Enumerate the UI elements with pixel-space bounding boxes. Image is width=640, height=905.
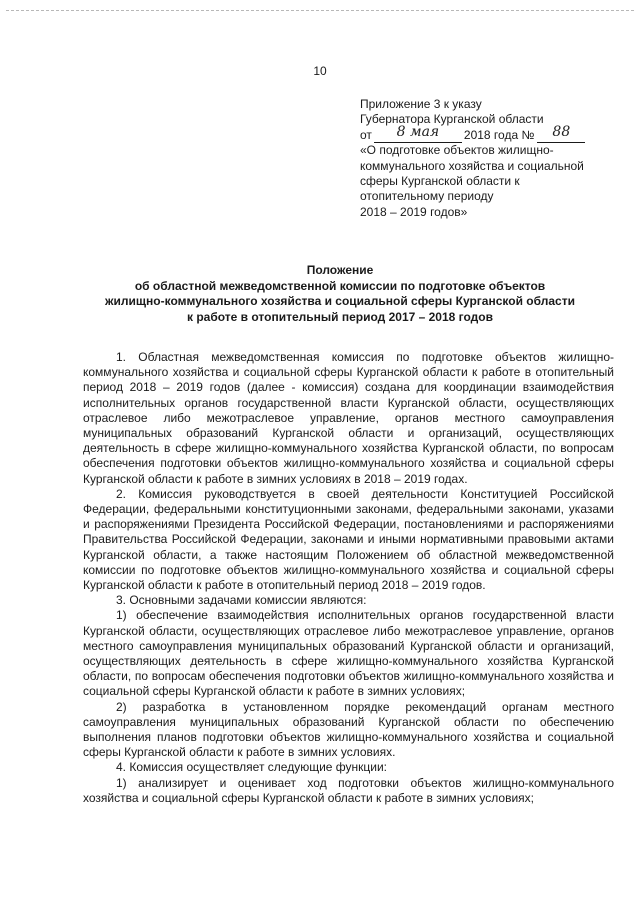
date-suffix: 2018 года № xyxy=(463,127,535,142)
paragraph: 1) обеспечение взаимодействия исполнительных органов государственной власти Курганской области, осуществляющих отраслевое либо межотраслевое управление, органов местного самоуправления муниципальных образований Курганской области и организаций, осуществляющих деятельность в сфере жилищно-коммунального хозяйства Курганской области, по вопросам обеспечения подготовки объектов жилищно-коммунального хозяйства и социальной сферы Курганской области к работе в зимних условиях; xyxy=(83,608,614,699)
appendix-line-2: Губернатора Курганской области xyxy=(360,112,544,127)
handwritten-date: 8 мая xyxy=(374,128,462,143)
paragraph: 3. Основными задачами комиссии являются: xyxy=(116,593,367,608)
document-title xyxy=(60,263,620,325)
title-line: к работе в отопительный период 2017 – 2018 годов xyxy=(187,309,493,324)
paragraph: 1) анализирует и оценивает ход подготовки объектов жилищно-коммунального хозяйства и социальной сферы Курганской области к работе в зимних условиях; xyxy=(83,775,614,805)
appendix-block xyxy=(360,97,620,220)
appendix-title-line: «О подготовке объектов жилищно- xyxy=(360,143,554,158)
appendix-title-line: 2018 – 2019 годов» xyxy=(360,204,468,219)
paragraph: 4. Комиссия осуществляет следующие функции: xyxy=(116,760,388,775)
date-prefix: от xyxy=(360,127,372,142)
paragraph: 2. Комиссия руководствуется в своей деятельности Конституцией Российской Федерации, федеральными конституционными законами, федеральными законами, указами и распоряжениями Президента Российской Федерации, постановлениями и распоряжениями Правительства Российской Федерации, законами и иными нормативными правовыми актами Курганской области, а также настоящим Положением об областной межведомственной комиссии по подготовке объектов жилищно-коммунального хозяйства и социальной сферы Курганской области к работе в отопительный период 2018 – 2019 годов. xyxy=(83,486,614,593)
title-line: жилищно-коммунального хозяйства и социальной сферы Курганской области xyxy=(105,294,575,309)
scan-top-edge xyxy=(6,10,634,11)
title-heading: Положение xyxy=(306,263,374,277)
handwritten-number: 88 xyxy=(537,128,585,143)
appendix-line-1: Приложение 3 к указу xyxy=(360,97,482,111)
title-line: об областной межведомственной комиссии по подготовке объектов xyxy=(134,278,546,293)
page-number: 10 xyxy=(313,64,327,78)
paragraph: 1. Областная межведомственная комиссия по подготовке объектов жилищно-коммунального хозяйства и социальной сферы Курганской области к работе в отопительный период 2018 – 2019 годов (далее - комиссия) создана для координации взаимодействия исполнительных органов государственной власти Курганской области, осуществляющих отраслевое либо межотраслевое управление, органов местного самоуправления муниципальных образований Курганской области и организаций, осуществляющих деятельность в сфере жилищно-коммунального хозяйства Курганской области, по вопросам обеспечения подготовки объектов жилищно-коммунального хозяйства и социальной сферы Курганской области к работе в зимних условиях в 2018 – 2019 годах. xyxy=(83,350,614,486)
document-body xyxy=(83,350,614,806)
appendix-title-line: коммунального хозяйства и социальной xyxy=(360,158,584,173)
appendix-date-line xyxy=(360,123,620,143)
appendix-title-line: отопительному периоду xyxy=(360,189,494,204)
appendix-title-line: сферы Курганской области к xyxy=(360,174,520,189)
paragraph: 2) разработка в установленном порядке рекомендаций органам местного самоуправления муниципальных образований Курганской области по обеспечению выполнения планов подготовки объектов жилищно-коммунального хозяйства и социальной сферы Курганской области к работе в зимних условиях. xyxy=(83,699,614,760)
